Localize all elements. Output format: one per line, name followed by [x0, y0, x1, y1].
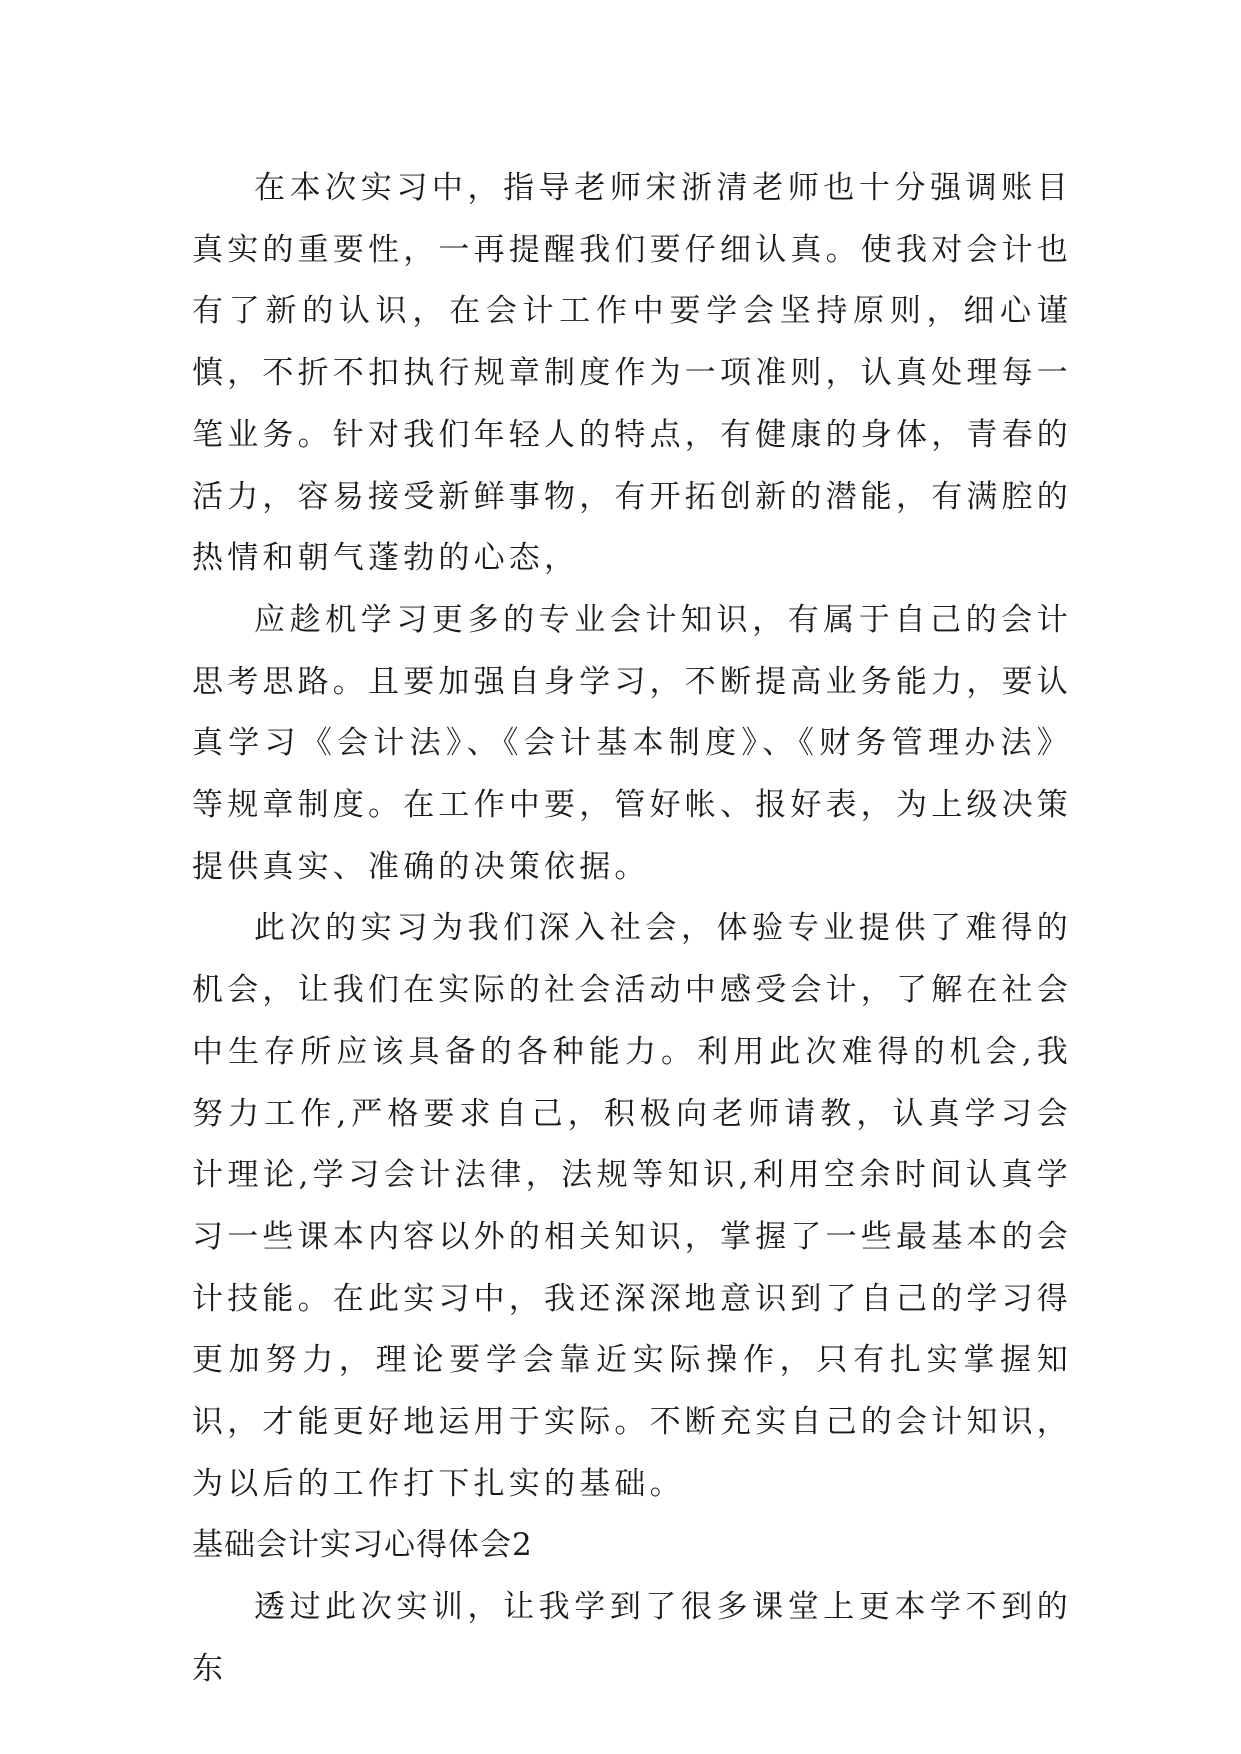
- paragraph-4: 透过此次实训，让我学到了很多课堂上更本学不到的东: [192, 1589, 1072, 1687]
- section-heading: 基础会计实习心得体会2: [192, 1527, 533, 1564]
- paragraph-3: 此次的实习为我们深入社会，体验专业提供了难得的机会，让我们在实际的社会活动中感受会计，了解在社会中生存所应该具备的各种能力。利用此次难得的机会,我努力工作,严格要求自己，积极向老师请教，认真学习会计理论,学习会计法律，法规等知识,利用空余时间认真学习一些课本内容以外的相关知识，掌握了一些最基本的会计技能。在此实习中，我还深深地意识到了自己的学习得更加努力，理论要学会靠近实际操作，只有扎实掌握知识，才能更好地运用于实际。不断充实自己的会计知识，为以后的工作打下扎实的基础。: [192, 910, 1072, 1502]
- paragraph-2: 应趁机学习更多的专业会计知识，有属于自己的会计思考思路。且要加强自身学习，不断提高业务能力，要认真学习《会计法》、《会计基本制度》、《财务管理办法》等规章制度。在工作中要，管好帐、报好表，为上级决策提供真实、准确的决策依据。: [192, 601, 1072, 885]
- paragraph-1: 在本次实习中，指导老师宋浙清老师也十分强调账目真实的重要性，一再提醒我们要仔细认真。使我对会计也有了新的认识，在会计工作中要学会坚持原则，细心谨慎，不折不扣执行规章制度作为一项准则，认真处理每一笔业务。针对我们年轻人的特点，有健康的身体，青春的活力，容易接受新鲜事物，有开拓创新的潜能，有满腔的热情和朝气蓬勃的心态，: [192, 170, 1072, 577]
- document-body: [192, 158, 1072, 1701]
